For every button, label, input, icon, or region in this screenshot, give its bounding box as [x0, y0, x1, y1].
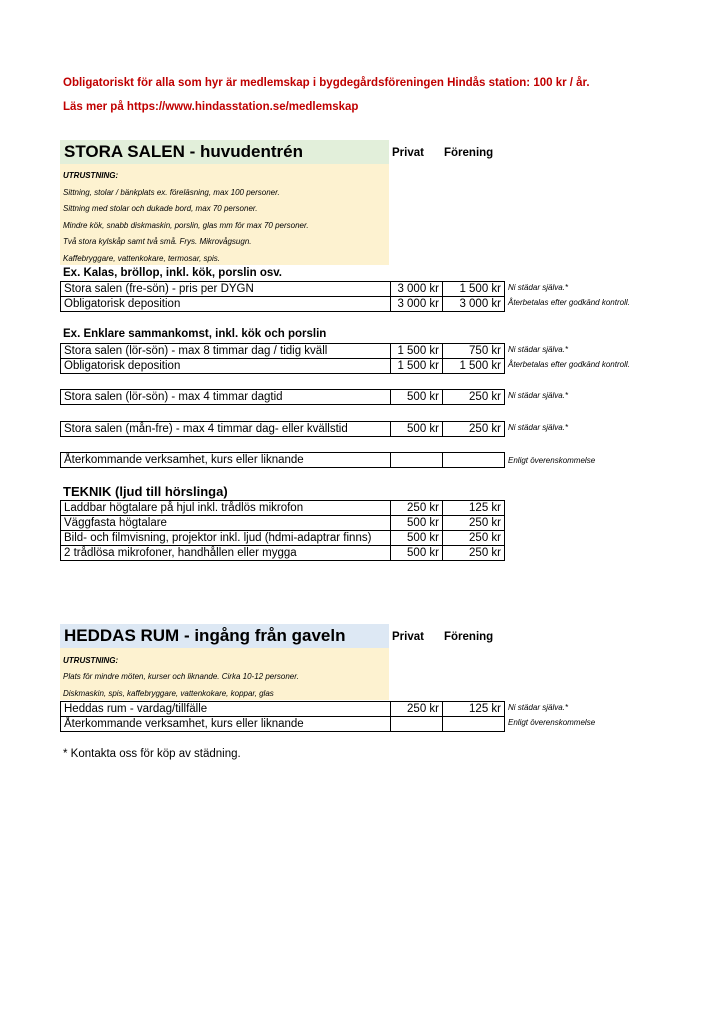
equipment-title: UTRUSTNING:	[63, 171, 119, 180]
price-forening: 750 kr	[442, 343, 505, 359]
row-label: Bild- och filmvisning, projektor inkl. ljud (hdmi-adaptrar finns)	[60, 531, 391, 546]
price-forening: 250 kr	[442, 546, 505, 561]
price-privat: 500 kr	[390, 531, 443, 546]
price-privat: 3 000 kr	[390, 281, 443, 297]
section-kalas: Ex. Kalas, bröllop, inkl. kök, porslin osv.	[63, 267, 282, 279]
row-note: Ni städar själva.*	[508, 345, 569, 354]
equipment-item: Diskmaskin, spis, kaffebryggare, vattenkokare, koppar, glas	[63, 689, 274, 698]
row-label: Återkommande verksamhet, kurs eller liknande	[60, 717, 391, 732]
row-note: Enligt överenskommelse	[508, 718, 596, 727]
row-note: Återbetalas efter godkänd kontroll.	[508, 298, 630, 307]
price-privat	[390, 452, 443, 468]
row-label: Obligatorisk deposition	[60, 359, 391, 374]
price-forening: 1 500 kr	[442, 359, 505, 374]
row-note: Ni städar själva.*	[508, 283, 569, 292]
row-label: Väggfasta högtalare	[60, 516, 391, 531]
row-note: Ni städar själva.*	[508, 703, 569, 712]
equipment-item: Mindre kök, snabb diskmaskin, porslin, glas mm för max 70 personer.	[63, 221, 309, 230]
col-privat-header: Privat	[392, 631, 424, 643]
price-privat: 500 kr	[390, 516, 443, 531]
row-label: Återkommande verksamhet, kurs eller liknande	[60, 452, 391, 468]
price-forening: 3 000 kr	[442, 297, 505, 312]
price-privat	[390, 717, 443, 732]
row-label: Stora salen (lör-sön) - max 8 timmar dag / tidig kväll	[60, 343, 391, 359]
row-label: Stora salen (lör-sön) - max 4 timmar dagtid	[60, 389, 391, 405]
section-sammankomst: Ex. Enklare sammankomst, inkl. kök och porslin	[63, 328, 327, 340]
equipment-item: Kaffebryggare, vattenkokare, termosar, spis.	[63, 254, 220, 263]
price-forening: 250 kr	[442, 389, 505, 405]
row-label: Obligatorisk deposition	[60, 297, 391, 312]
row-label: Stora salen (mån-fre) - max 4 timmar dag- eller kvällstid	[60, 421, 391, 437]
price-forening: 250 kr	[442, 531, 505, 546]
membership-link-notice: Läs mer på https://www.hindasstation.se/medlemskap	[63, 101, 359, 113]
price-forening	[442, 452, 505, 468]
cleaning-footnote: * Kontakta oss för köp av städning.	[63, 748, 241, 760]
price-privat: 250 kr	[390, 701, 443, 717]
price-privat: 250 kr	[390, 500, 443, 516]
row-note: Återbetalas efter godkänd kontroll.	[508, 360, 630, 369]
price-privat: 500 kr	[390, 389, 443, 405]
price-forening: 250 kr	[442, 421, 505, 437]
price-forening: 250 kr	[442, 516, 505, 531]
price-forening: 125 kr	[442, 500, 505, 516]
col-forening-header: Förening	[444, 631, 494, 643]
equipment-item: Sittning med stolar och dukade bord, max 70 personer.	[63, 204, 258, 213]
price-forening	[442, 717, 505, 732]
equipment-item: Sittning, stolar / bänkplats ex. föreläsning, max 100 personer.	[63, 188, 280, 197]
row-note: Ni städar själva.*	[508, 391, 569, 400]
stora-salen-title: STORA SALEN - huvudentrén	[60, 140, 389, 164]
membership-notice: Obligatoriskt för alla som hyr är medlemskap i bygdegårdsföreningen Hindås station: 100 kr / år.	[63, 77, 590, 89]
teknik-title: TEKNIK (ljud till hörslinga)	[63, 484, 228, 499]
equipment-item: Plats för mindre möten, kurser och liknande. Cirka 10-12 personer.	[63, 672, 299, 681]
price-privat: 500 kr	[390, 546, 443, 561]
row-note: Enligt överenskommelse	[508, 456, 596, 465]
row-note: Ni städar själva.*	[508, 423, 569, 432]
price-forening: 1 500 kr	[442, 281, 505, 297]
price-forening: 125 kr	[442, 701, 505, 717]
col-forening-header: Förening	[444, 147, 494, 159]
equipment-item: Två stora kylskåp samt två små. Frys. Mikrovågsugn.	[63, 237, 252, 246]
price-privat: 1 500 kr	[390, 359, 443, 374]
row-label: Stora salen (fre-sön) - pris per DYGN	[60, 281, 391, 297]
price-privat: 3 000 kr	[390, 297, 443, 312]
price-privat: 1 500 kr	[390, 343, 443, 359]
equipment-title: UTRUSTNING:	[63, 656, 119, 665]
row-label: 2 trådlösa mikrofoner, handhållen eller mygga	[60, 546, 391, 561]
row-label: Heddas rum - vardag/tillfälle	[60, 701, 391, 717]
row-label: Laddbar högtalare på hjul inkl. trådlös mikrofon	[60, 500, 391, 516]
heddas-rum-title: HEDDAS RUM - ingång från gaveln	[60, 624, 389, 648]
col-privat-header: Privat	[392, 147, 424, 159]
price-privat: 500 kr	[390, 421, 443, 437]
